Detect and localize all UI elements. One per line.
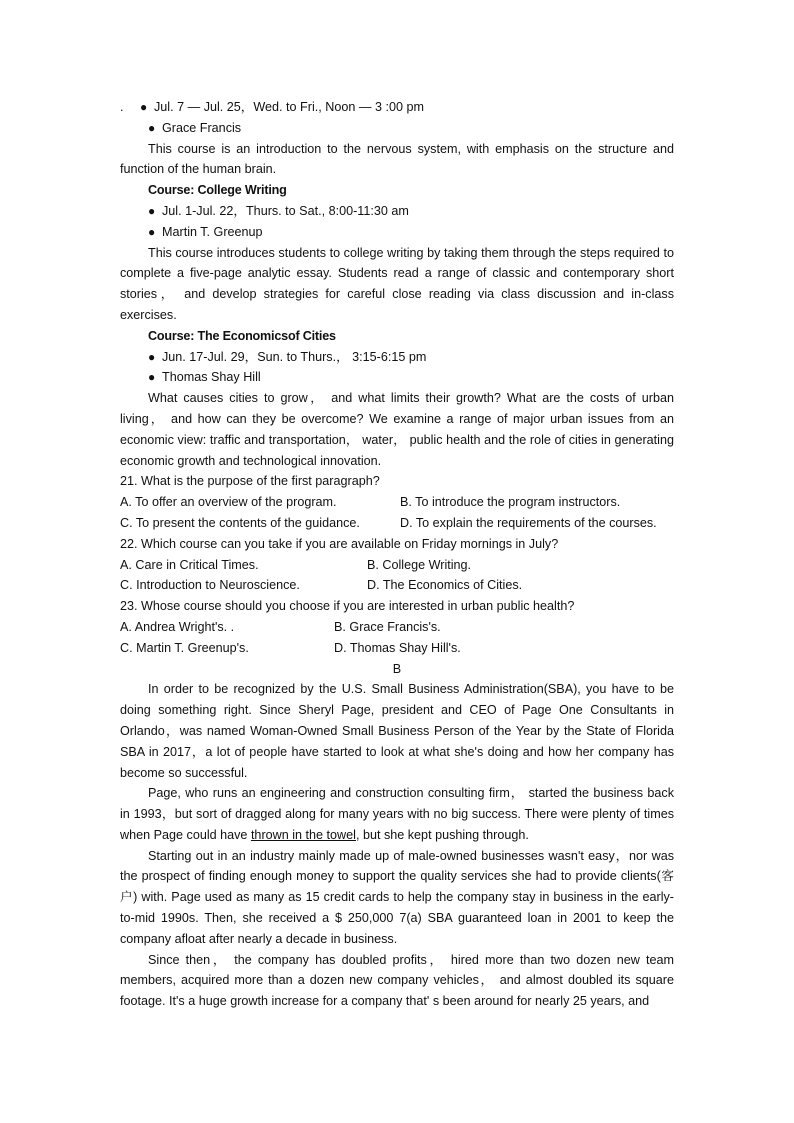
leading-dot: . — [120, 100, 124, 114]
bullet-icon: ● — [148, 370, 156, 385]
option: C. Introduction to Neuroscience. — [120, 578, 300, 593]
option: A. Andrea Wright's. . — [120, 619, 235, 634]
option: B. To introduce the program instructors. — [400, 495, 621, 510]
writing-instructor-line — [120, 222, 674, 243]
passage-b-paragraph-1: In order to be recognized by the U.S. Small Business Administration(SBA), you have to be doing something right. Since Sheryl Page, president and CEO of Page One Consultants in Orlando，was named Woman-Owned Small Business Person of the Year by the State of Florida SBA in 2017，a lot of people have started to look at what she's doing and how her company has become so successful. — [120, 682, 674, 780]
cities-instructor-line — [120, 367, 674, 388]
writing-instructor: Martin T. Greenup — [162, 224, 263, 239]
question-22-options-row-2 — [120, 575, 674, 596]
question-21: 21. What is the purpose of the first paragraph? — [120, 474, 380, 489]
option: C. Martin T. Greenup's. — [120, 640, 249, 655]
bullet-icon: ● — [148, 349, 156, 364]
paragraph-2-text-after: , but she kept pushing through. — [355, 827, 529, 842]
option: D. The Economics of Cities. — [367, 578, 523, 593]
neuro-schedule-line — [120, 97, 674, 118]
passage-b-paragraph-3: Starting out in an industry mainly made up of male-owned businesses wasn't easy，nor was the prospect of finding enough money to support the quality services she had to provide clients(客户) with. Page used as many as 15 credit cards to help the company stay in business in the early-to-mid 1990s. Then, she received a $ 250,000 7(a) SBA guaranteed loan in 2001 to keep the company afloat after nearly a decade in business. — [120, 848, 674, 946]
section-heading-b: B — [392, 661, 402, 676]
question-21-options-row-1 — [120, 492, 674, 513]
writing-description: This course introduces students to college writing by taking them through the steps required to complete a five-page analytic essay. Students read a range of classic and contemporary short stories， and develop strategies for careful close reading via class discussion and in-class exercises. — [120, 245, 674, 322]
writing-schedule-line — [120, 201, 674, 222]
bullet-icon: ● — [140, 100, 148, 114]
question-21-options-row-2 — [120, 513, 674, 534]
option: C. To present the contents of the guidance. — [120, 515, 360, 530]
option: D. To explain the requirements of the courses. — [400, 515, 657, 530]
passage-b-paragraph-4: Since then， the company has doubled profits， hired more than two dozen new team members, acquired more than a dozen new company vehicles， and almost doubled its square footage. It's a huge growth increase for a company that' s been around for nearly 25 years, and — [120, 952, 674, 1009]
option: B. Grace Francis's. — [334, 619, 441, 634]
question-23-options-row-1 — [120, 617, 674, 638]
neuro-instructor-line — [120, 118, 674, 139]
cities-description: What causes cities to grow， and what limits their growth? What are the costs of urban living， and how can they be overcome? We examine a range of major urban issues from an economic view: traffic and transportation， water， public health and the role of cities in generating economic growth and technological innovation. — [120, 391, 674, 468]
question-23-options-row-2 — [120, 638, 674, 659]
option: A. Care in Critical Times. — [120, 557, 259, 572]
cities-course-title: Course: The Economicsof Cities — [148, 328, 336, 343]
question-22: 22. Which course can you take if you are available on Friday mornings in July? — [120, 536, 559, 551]
neuro-schedule: Jul. 7 — Jul. 25，Wed. to Fri., Noon — 3 :00 pm — [154, 100, 424, 114]
option: D. Thomas Shay Hill's. — [334, 640, 461, 655]
cities-schedule-line — [120, 347, 674, 368]
bullet-icon: ● — [148, 224, 156, 239]
option: A. To offer an overview of the program. — [120, 495, 337, 510]
neuro-description: This course is an introduction to the nervous system, with emphasis on the structure and function of the human brain. — [120, 141, 674, 177]
option: B. College Writing. — [367, 557, 472, 572]
neuro-instructor: Grace Francis — [162, 120, 242, 135]
passage-b-paragraph-2 — [120, 783, 674, 845]
cities-schedule: Jun. 17-Jul. 29，Sun. to Thurs.， 3:15-6:15 pm — [162, 349, 427, 364]
bullet-icon: ● — [148, 120, 156, 135]
bullet-icon: ● — [148, 203, 156, 218]
writing-schedule: Jul. 1-Jul. 22，Thurs. to Sat., 8:00-11:30 am — [162, 203, 409, 218]
paragraph-2-text-before: Page, who runs an engineering and construction consulting firm， started the business back in 1993，but sort of dragged along for many years with no big success. There were plenty of times when Page could have — [120, 786, 674, 842]
question-23: 23. Whose course should you choose if you are interested in urban public health? — [120, 599, 575, 614]
writing-course-title: Course: College Writing — [148, 183, 287, 198]
question-22-options-row-1 — [120, 555, 674, 576]
underlined-phrase: thrown in the towel — [250, 827, 356, 842]
document-page — [120, 97, 674, 1012]
cities-instructor: Thomas Shay Hill — [162, 370, 261, 385]
